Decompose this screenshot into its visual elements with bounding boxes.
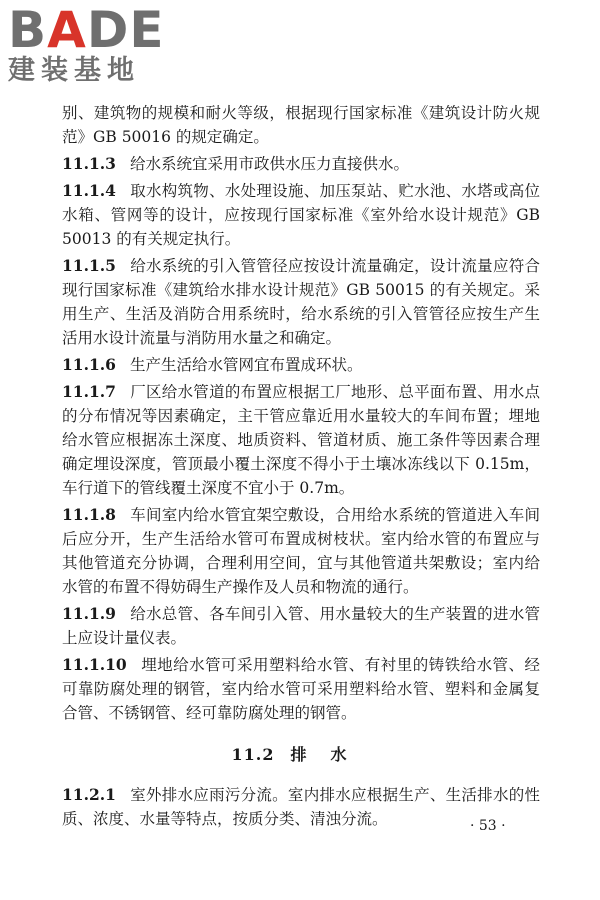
clause-number: 11.1.7 (62, 382, 116, 401)
document-body (62, 101, 540, 834)
clause-text: 给水系统宜采用市政供水压力直接供水。 (129, 155, 409, 173)
clause-number: 11.2.1 (62, 785, 116, 804)
logo-subtitle: 建装基地 (8, 55, 140, 86)
clause-number: 11.1.5 (62, 256, 116, 275)
logo-wordmark: BADE (8, 1, 165, 59)
continued-paragraph: 别、建筑物的规模和耐火等级，根据现行国家标准《建筑设计防火规范》GB 50016 的规定确定。 (62, 104, 540, 146)
clause-number: 11.1.8 (62, 505, 116, 524)
clause-text: 生产生活给水管网宜布置成环状。 (129, 356, 363, 374)
clause-11-1-8 (62, 503, 540, 599)
clause-11-1-3 (62, 152, 540, 176)
clause-number: 11.1.10 (62, 655, 127, 674)
clause-11-1-4 (62, 179, 540, 251)
section-title: 排水 (290, 745, 371, 764)
clause-text: 车间室内给水管宜架空敷设，合用给水系统的管道进入车间后应分开，生产生活给水管可布置成树枝状。室内给水管的布置应与其他管道充分协调，合理利用空间，宜与其他管道共架敷设；室内给水管的布置不得妨碍生产操作及人员和物流的通行。 (62, 506, 540, 596)
clause-number: 11.1.4 (62, 181, 116, 200)
clause-text: 给水系统的引入管管径应按设计流量确定，设计流量应符合现行国家标准《建筑给水排水设计规范》GB 50015 的有关规定。采用生产、生活及消防合用系统时，给水系统的引入管管径应按生产生活用水设计流量与消防用水量之和确定。 (62, 257, 540, 347)
clause-text: 给水总管、各车间引入管、用水量较大的生产装置的进水管上应设计量仪表。 (62, 605, 540, 647)
clause-number: 11.1.6 (62, 355, 116, 374)
clause-number: 11.1.3 (62, 154, 116, 173)
clause-11-1-7 (62, 380, 540, 500)
page-number: · 53 · (470, 818, 506, 834)
clause-11-1-10 (62, 653, 540, 725)
clause-text: 埋地给水管可采用塑料给水管、有衬里的铸铁给水管、经可靠防腐处理的钢管，室内给水管可采用塑料给水管、塑料和金属复合管、不锈钢管、经可靠防腐处理的钢管。 (62, 656, 540, 722)
clause-11-1-6 (62, 353, 540, 377)
section-heading-11-2 (62, 743, 540, 767)
clause-11-1-5 (62, 254, 540, 350)
clause-number: 11.1.9 (62, 604, 116, 623)
bade-logo (8, 1, 178, 86)
clause-11-2-1 (62, 783, 540, 831)
section-number: 11.2 (231, 745, 275, 764)
clause-text: 厂区给水管道的布置应根据工厂地形、总平面布置、用水点的分布情况等因素确定，主干管应靠近用水量较大的车间布置；埋地给水管应根据冻土深度、地质资料、管道材质、施工条件等因素合理确定埋设深度，管顶最小覆土深度不得小于土壤冰冻线以下 0.15m，车行道下的管线覆土深度不宜小于 0.7m。 (62, 383, 540, 497)
clause-text: 室外排水应雨污分流。室内排水应根据生产、生活排水的性质、浓度、水量等特点，按质分类、清浊分流。 (62, 786, 540, 828)
clause-11-1-9 (62, 602, 540, 650)
clause-text: 取水构筑物、水处理设施、加压泵站、贮水池、水塔或高位水箱、管网等的设计，应按现行国家标准《室外给水设计规范》GB 50013 的有关规定执行。 (62, 182, 540, 248)
